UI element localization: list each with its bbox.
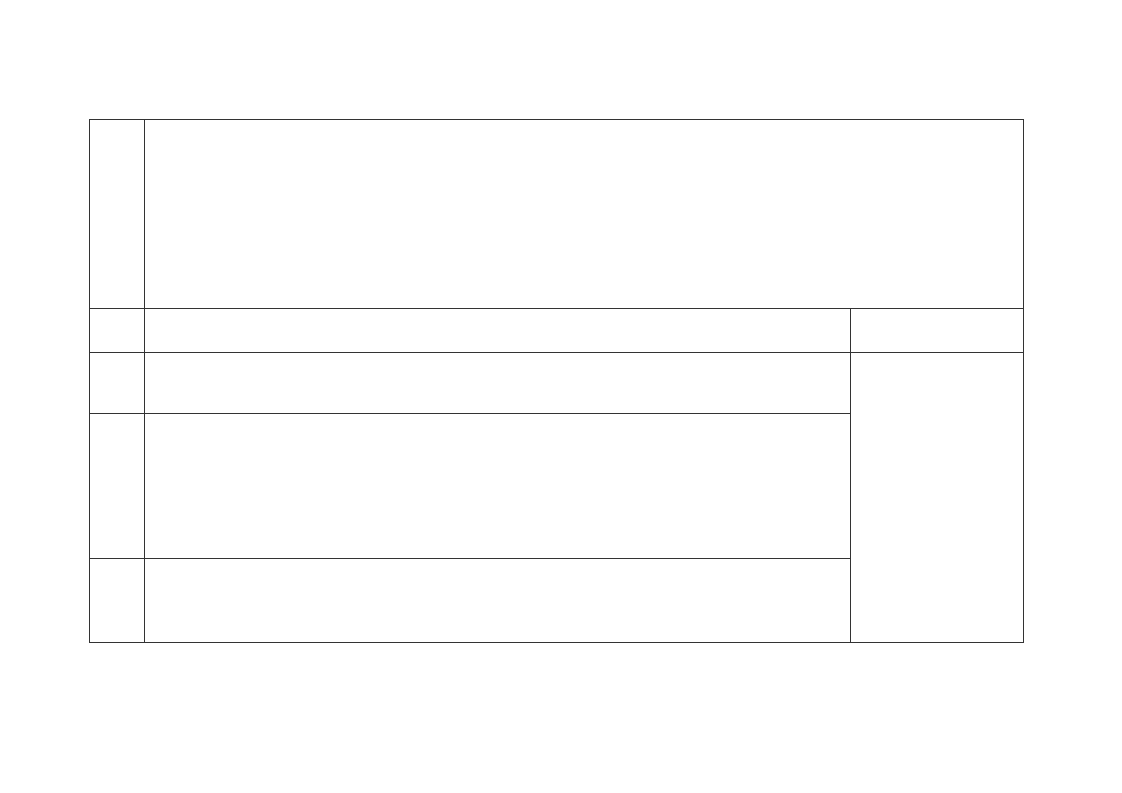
dimension-spatial-layout (90, 353, 144, 413)
requirement-risk-control (149, 561, 846, 642)
control-requirements-table (89, 119, 1024, 643)
header-requirement (145, 309, 850, 352)
street-zones-section (145, 124, 1020, 307)
dimension-pollutant-emission (90, 414, 144, 558)
dimension-risk-control (90, 559, 144, 642)
header-basis (851, 309, 1023, 352)
header-dimension (90, 309, 144, 352)
requirement-pollutant-emission (149, 416, 846, 558)
requirement-spatial-layout (149, 356, 846, 413)
basis-column (855, 356, 1019, 642)
